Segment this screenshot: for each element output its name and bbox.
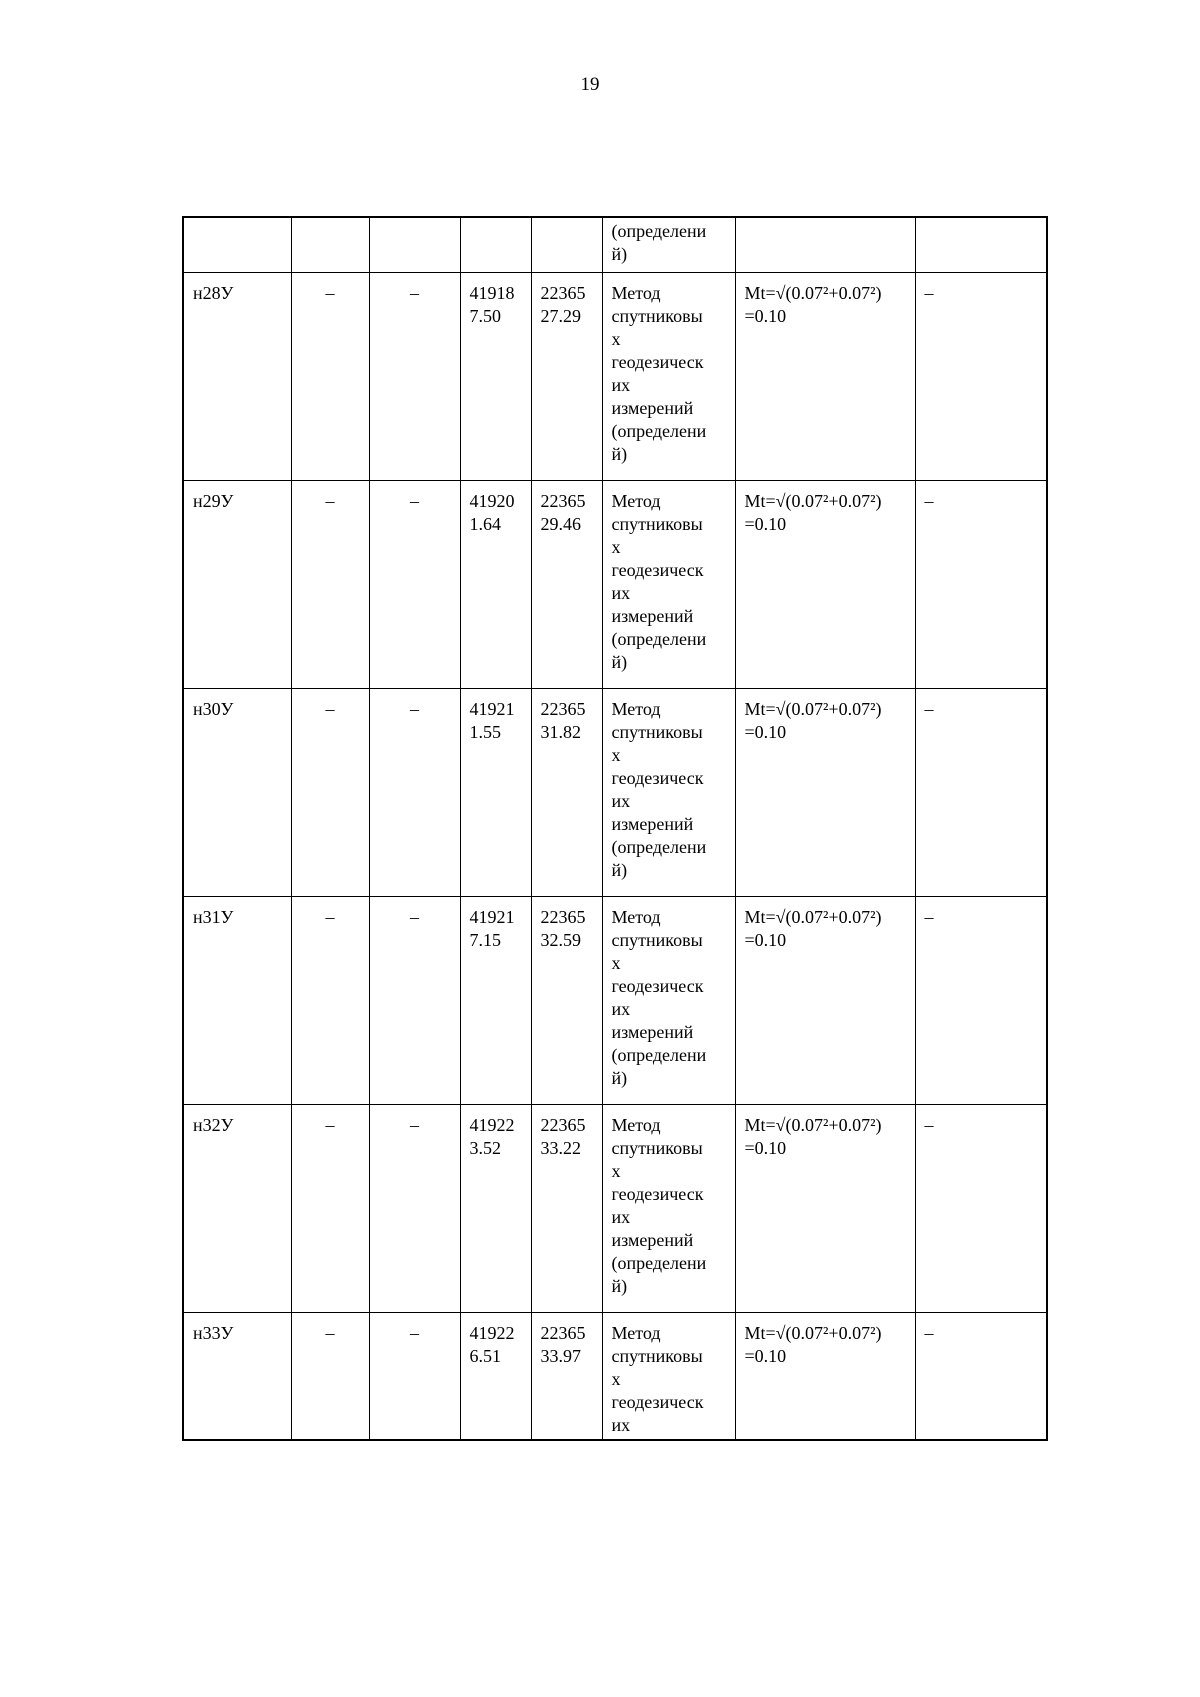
point-name-cell: н28У	[183, 273, 291, 481]
table-cell-y	[531, 217, 602, 273]
table-cell-col3	[369, 217, 460, 273]
method-fragment: (определени й)	[611, 221, 707, 264]
method-cell: Метод спутниковы х геодезическ их измерений (определени й)	[602, 1105, 735, 1313]
coordinates-table	[182, 216, 1048, 1441]
x-coordinate-cell: 41920 1.64	[460, 481, 531, 689]
col2-cell: –	[291, 1105, 369, 1313]
page-number: 19	[580, 74, 600, 95]
col3-cell: –	[369, 481, 460, 689]
method-cell: Метод спутниковы х геодезическ их	[602, 1313, 735, 1441]
extra-cell: –	[915, 1313, 1047, 1441]
accuracy-cell: Mt=√(0.07²+0.07²) =0.10	[735, 1313, 915, 1441]
col3-cell: –	[369, 897, 460, 1105]
y-coordinate-cell: 22365 29.46	[531, 481, 602, 689]
accuracy-cell: Mt=√(0.07²+0.07²) =0.10	[735, 1105, 915, 1313]
col2-cell: –	[291, 481, 369, 689]
method-cell: Метод спутниковы х геодезическ их измерений (определени й)	[602, 481, 735, 689]
y-coordinate-cell: 22365 33.97	[531, 1313, 602, 1441]
x-coordinate-cell: 41918 7.50	[460, 273, 531, 481]
point-name-cell: н32У	[183, 1105, 291, 1313]
col2-cell: –	[291, 273, 369, 481]
col3-cell: –	[369, 273, 460, 481]
table-row	[183, 273, 1047, 481]
y-coordinate-cell: 22365 33.22	[531, 1105, 602, 1313]
y-coordinate-cell: 22365 31.82	[531, 689, 602, 897]
table-row-continuation	[183, 217, 1047, 273]
col2-cell: –	[291, 897, 369, 1105]
col2-cell: –	[291, 1313, 369, 1441]
y-coordinate-cell: 22365 32.59	[531, 897, 602, 1105]
accuracy-cell: Mt=√(0.07²+0.07²) =0.10	[735, 897, 915, 1105]
extra-cell: –	[915, 481, 1047, 689]
table-cell-method	[602, 217, 735, 273]
accuracy-cell: Mt=√(0.07²+0.07²) =0.10	[735, 273, 915, 481]
accuracy-cell: Mt=√(0.07²+0.07²) =0.10	[735, 689, 915, 897]
table-row	[183, 1105, 1047, 1313]
point-name-cell: н31У	[183, 897, 291, 1105]
table-row	[183, 897, 1047, 1105]
table-cell-accuracy	[735, 217, 915, 273]
table-cell-x	[460, 217, 531, 273]
x-coordinate-cell: 41922 6.51	[460, 1313, 531, 1441]
method-cell: Метод спутниковы х геодезическ их измерений (определени й)	[602, 689, 735, 897]
accuracy-cell: Mt=√(0.07²+0.07²) =0.10	[735, 481, 915, 689]
x-coordinate-cell: 41922 3.52	[460, 1105, 531, 1313]
col2-cell: –	[291, 689, 369, 897]
x-coordinate-cell: 41921 7.15	[460, 897, 531, 1105]
point-name-cell: н30У	[183, 689, 291, 897]
extra-cell: –	[915, 1105, 1047, 1313]
method-cell: Метод спутниковы х геодезическ их измерений (определени й)	[602, 273, 735, 481]
col3-cell: –	[369, 1313, 460, 1441]
extra-cell: –	[915, 689, 1047, 897]
point-name-cell: н29У	[183, 481, 291, 689]
col3-cell: –	[369, 1105, 460, 1313]
table-row	[183, 689, 1047, 897]
extra-cell: –	[915, 273, 1047, 481]
point-name-cell: н33У	[183, 1313, 291, 1441]
table-cell-col2	[291, 217, 369, 273]
x-coordinate-cell: 41921 1.55	[460, 689, 531, 897]
y-coordinate-cell: 22365 27.29	[531, 273, 602, 481]
method-cell: Метод спутниковы х геодезическ их измерений (определени й)	[602, 897, 735, 1105]
table-cell-extra	[915, 217, 1047, 273]
table-cell-point	[183, 217, 291, 273]
table-row	[183, 1313, 1047, 1441]
table-row	[183, 481, 1047, 689]
col3-cell: –	[369, 689, 460, 897]
extra-cell: –	[915, 897, 1047, 1105]
